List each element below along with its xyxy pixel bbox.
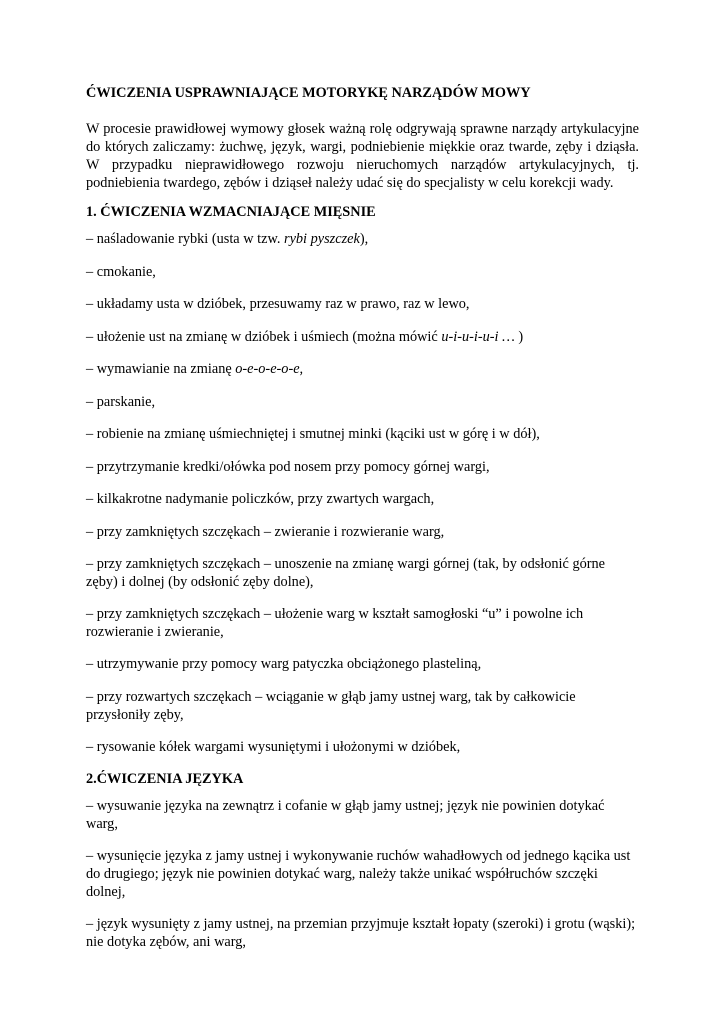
exercise-item: – parskanie, xyxy=(86,393,156,410)
exercise-item: – utrzymywanie przy pomocy warg patyczka obciążonego plasteliną, xyxy=(86,656,482,672)
exercise-item: – wysunięcie języka z jamy ustnej i wykonywanie ruchów wahadłowych od jednego kącika ust do drugiego; język nie powinien dotykać warg, należy także unikać współruchów szczęki dolnej, xyxy=(86,848,631,900)
exercise-item: – wysuwanie języka na zewnątrz i cofanie w głąb jamy ustnej; język nie powinien dotykać warg, xyxy=(86,798,605,832)
exercise-item: – język wysunięty z jamy ustnej, na przemian przyjmuje kształt łopaty (szeroki) i grotu (wąski); nie dotyka zębów, ani warg, xyxy=(86,916,636,950)
exercise-item: – przytrzymanie kredki/ołówka pod nosem przy pomocy górnej wargi, xyxy=(86,458,490,475)
exercise-item: – cmokanie, xyxy=(86,263,156,280)
exercise-item: – przy rozwartych szczękach – wciąganie w głąb jamy ustnej warg, tak by całkowicie przysłoniły zęby, xyxy=(86,688,576,723)
document-title: ĆWICZENIA USPRAWNIAJĄCE MOTORYKĘ NARZĄDÓW MOWY xyxy=(86,85,531,101)
exercise-item: – ułożenie ust na zmianę w dzióbek i uśmiech (można mówić u-i-u-i-u-i … ) xyxy=(86,328,524,345)
intro-paragraph: W procesie prawidłowej wymowy głosek ważną rolę odgrywają sprawne narządy artykulacyjne do których zaliczamy: żuchwę, język, wargi, podniebienie miękkie oraz twarde, zęby i dziąsła. W przypadku nieprawidłowego rozwoju nieruchomych narządów artykulacyjnych, tj. podniebienia twardego, zębów i dziąseł należy udać się do specjalisty w celu korekcji wady. xyxy=(86,121,639,191)
section-heading-tongue: 2.ĆWICZENIA JĘZYKA xyxy=(86,771,244,787)
exercise-item: – przy zamkniętych szczękach – zwieranie i rozwieranie warg, xyxy=(86,523,445,540)
section-heading-lips: 1. ĆWICZENIA WZMACNIAJĄCE MIĘSNIE xyxy=(86,204,376,220)
exercise-item: – układamy usta w dzióbek, przesuwamy raz w prawo, raz w lewo, xyxy=(86,296,470,312)
exercise-item: – wymawianie na zmianę o-e-o-e-o-e, xyxy=(86,361,304,377)
exercise-item: – rysowanie kółek wargami wysuniętymi i ułożonymi w dzióbek, xyxy=(86,738,461,755)
exercise-item: – przy zamkniętych szczękach – ułożenie warg w kształt samogłoski “u” i powolne ich rozwieranie i zwieranie, xyxy=(86,606,584,640)
exercise-item: – naśladowanie rybki (usta w tzw. rybi pyszczek), xyxy=(86,231,369,247)
exercise-item: – kilkakrotne nadymanie policzków, przy zwartych wargach, xyxy=(86,491,435,507)
exercise-item: – robienie na zmianę uśmiechniętej i smutnej minki (kąciki ust w górę i w dół), xyxy=(86,426,540,442)
document-page xyxy=(86,84,639,965)
exercise-item: – przy zamkniętych szczękach – unoszenie na zmianę wargi górnej (tak, by odsłonić górne zęby) i dolnej (by odsłonić zęby dolne), xyxy=(86,556,605,590)
